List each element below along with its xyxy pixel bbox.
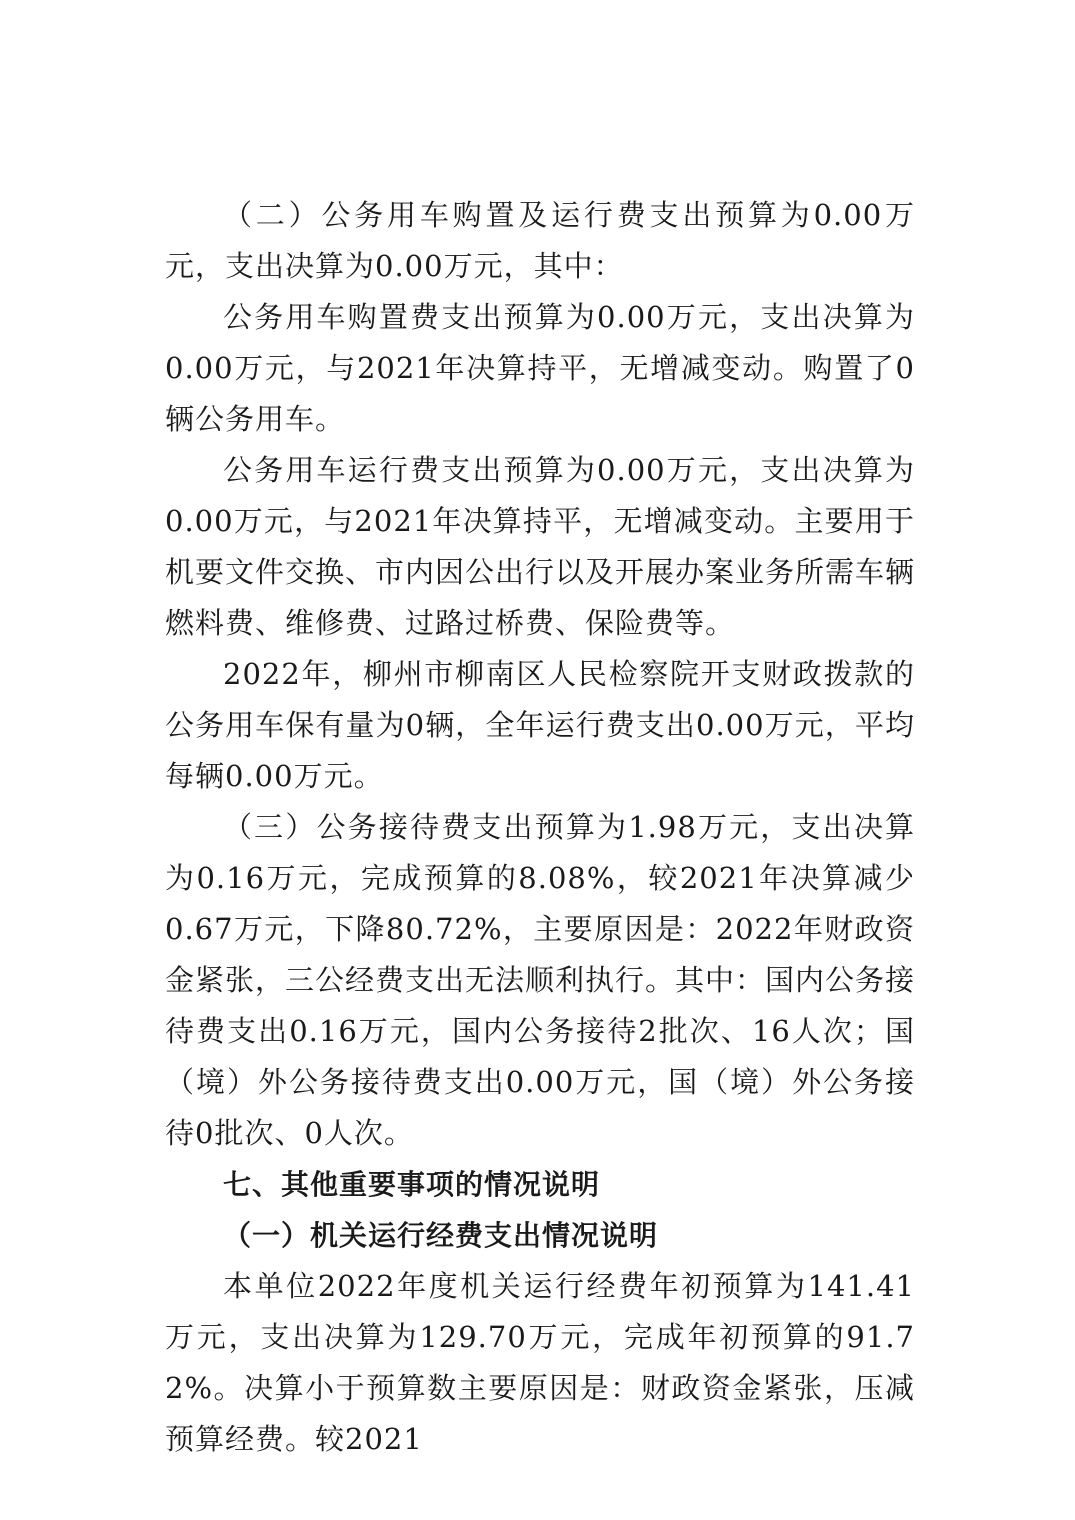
paragraph-vehicle-operation: 公务用车运行费支出预算为0.00万元，支出决算为0.00万元，与2021年决算持平，无增减变动。主要用于机要文件交换、市内因公出行以及开展办案业务所需车辆燃料费、维修费、过路过桥费、保险费等。 bbox=[165, 453, 916, 640]
paragraph-vehicle-holdings: 2022年，柳州市柳南区人民检察院开支财政拨款的公务用车保有量为0辆，全年运行费支出0.00万元，平均每辆0.00万元。 bbox=[165, 657, 915, 793]
document-body bbox=[165, 190, 915, 1465]
paragraph-operating-funds: 本单位2022年度机关运行经费年初预算为141.41万元，支出决算为129.70万元，完成年初预算的91.72%。决算小于预算数主要原因是：财政资金紧张，压减预算经费。较2021 bbox=[165, 1269, 915, 1456]
section-heading: 七、其他重要事项的情况说明 bbox=[223, 1168, 601, 1201]
subsection-heading: （一）机关运行经费支出情况说明 bbox=[223, 1219, 659, 1252]
paragraph-vehicle-expense: （二）公务用车购置及运行费支出预算为0.00万元，支出决算为0.00万元，其中： bbox=[165, 198, 915, 283]
paragraph-vehicle-purchase: 公务用车购置费支出预算为0.00万元，支出决算为0.00万元，与2021年决算持平，无增减变动。购置了0辆公务用车。 bbox=[165, 300, 915, 436]
paragraph-reception-expense: （三）公务接待费支出预算为1.98万元，支出决算为0.16万元，完成预算的8.08%，较2021年决算减少0.67万元，下降80.72%，主要原因是：2022年财政资金紧张，三公经费支出无法顺利执行。其中：国内公务接待费支出0.16万元，国内公务接待2批次、16人次；国（境）外公务接待费支出0.00万元，国（境）外公务接待0批次、0人次。 bbox=[165, 810, 916, 1150]
